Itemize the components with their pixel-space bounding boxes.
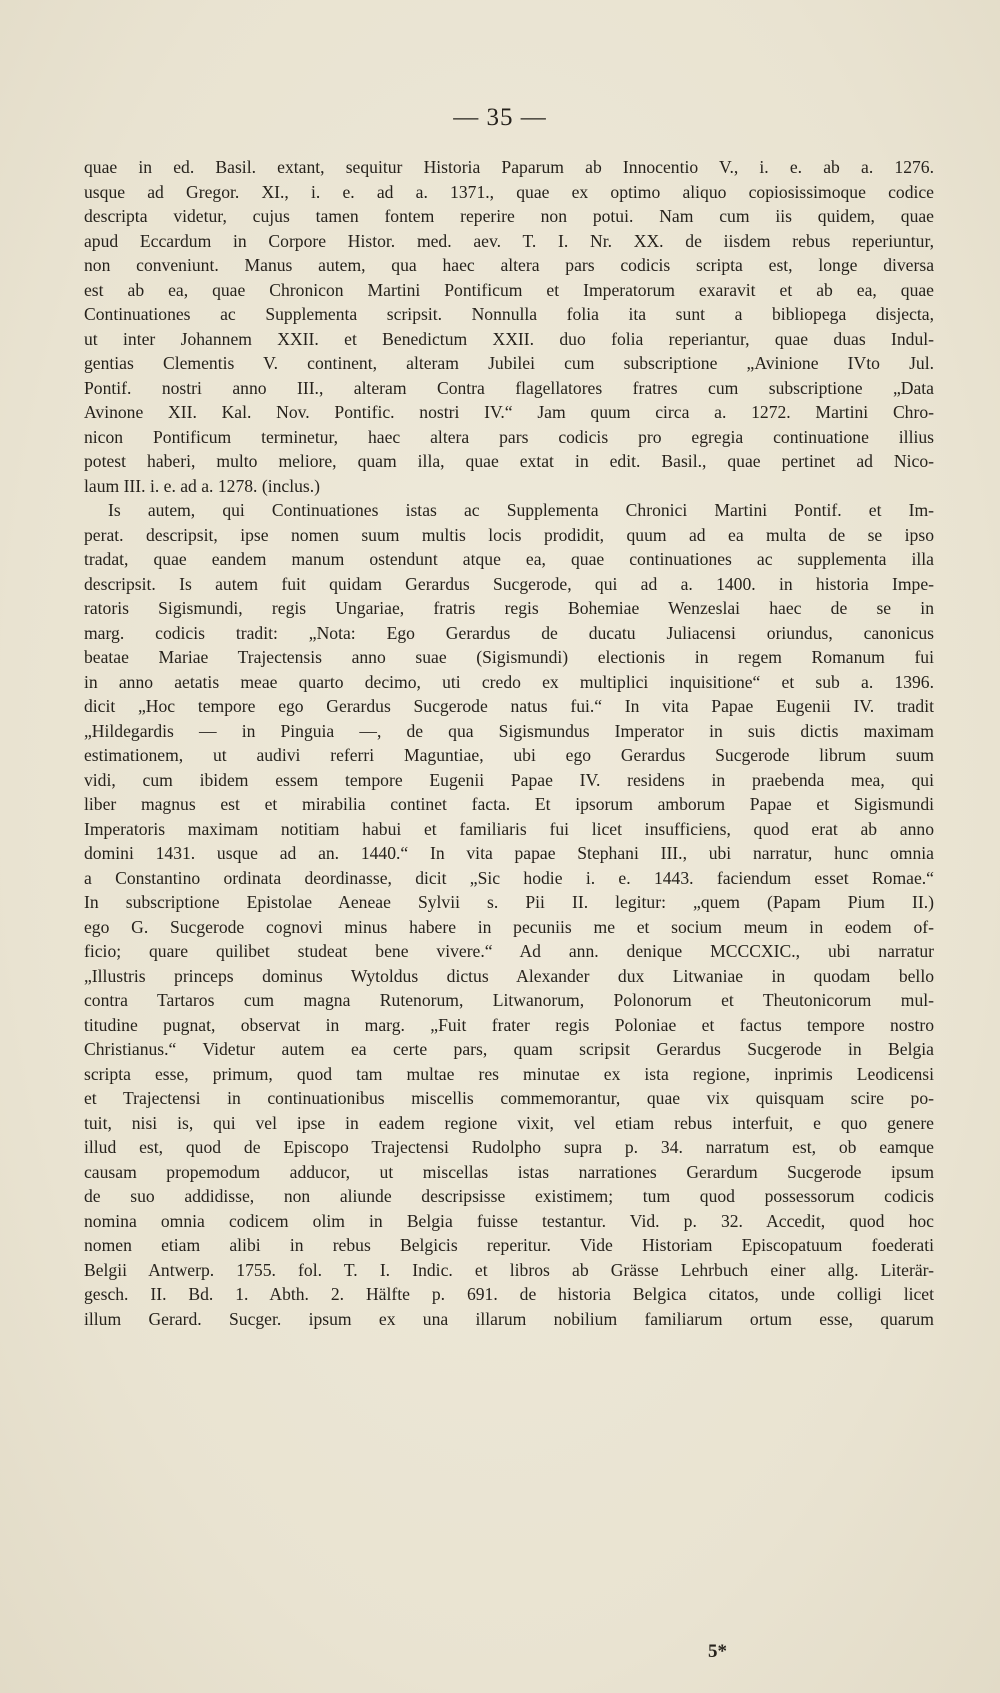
- text-line-31: In subscriptione Epistolae Aeneae Sylvii s. Pii II. legitur: „quem (Papam Pium II.): [84, 892, 934, 912]
- text-line-9: gentias Clementis V. continent, alteram Jubilei cum subscriptione „Avinione IVto Jul.: [84, 353, 934, 373]
- text-line-12: nicon Pontificum terminetur, haec altera pars codicis pro egregia continuatione illius: [84, 426, 934, 447]
- text-line-15: Is autem, qui Continuationes istas ac Supplementa Chronici Martini Pontif. et Im-: [108, 500, 934, 520]
- text-line-14: laum III. i. e. ad a. 1278. (inclus.): [84, 475, 320, 496]
- text-line-29: domini 1431. usque ad an. 1440.“ In vita papae Stephani III., ubi narratur, hunc omnia: [84, 843, 934, 863]
- text-line-47: gesch. II. Bd. 1. Abth. 2. Hälfte p. 691. de historia Belgica citatos, unde colligi licet: [84, 1284, 934, 1304]
- text-line-39: et Trajectensi in continuationibus miscellis commemorantur, quae vix quisquam scire po-: [84, 1088, 934, 1108]
- text-line-26: vidi, cum ibidem essem tempore Eugenii Papae IV. residens in praebenda mea, qui: [84, 769, 934, 790]
- text-line-16: perat. descripsit, ipse nomen suum multis locis prodidit, quum ad ea multa de se ipso: [84, 524, 934, 545]
- text-line-28: Imperatoris maximam notitiam habui et familiaris fui licet insufficiens, quod erat ab anno: [84, 818, 934, 839]
- text-line-35: contra Tartaros cum magna Rutenorum, Litwanorum, Polonorum et Theutonicorum mul-: [84, 990, 934, 1010]
- text-line-37: Christianus.“ Videtur autem ea certe pars, quam scripsit Gerardus Sucgerode in Belgia: [84, 1039, 934, 1059]
- text-line-13: potest haberi, multo meliore, quam illa, quae extat in edit. Basil., quae pertinet ad Nico-: [84, 451, 934, 471]
- text-line-8: ut inter Johannem XXII. et Benedictum XXII. duo folia reperiantur, quae duas Indul-: [84, 328, 934, 349]
- text-line-24: „Hildegardis — in Pinguia —, de qua Sigismundus Imperator in suis dictis maximam: [84, 720, 934, 741]
- text-line-41: illud est, quod de Episcopo Trajectensi Rudolpho supra p. 34. narratum est, ob eamque: [84, 1137, 934, 1157]
- text-line-1: quae in ed. Basil. extant, sequitur Historia Paparum ab Innocentio V., i. e. ab a. 1276.: [84, 157, 934, 177]
- text-line-6: est ab ea, quae Chronicon Martini Pontificum et Imperatorum exaravit et ab ea, quae: [84, 279, 934, 300]
- signature-mark: 5*: [708, 1641, 727, 1662]
- text-line-36: titudine pugnat, observat in marg. „Fuit frater regis Poloniae et factus tempore nostro: [84, 1014, 934, 1035]
- text-line-30: a Constantino ordinata deordinasse, dicit „Sic hodie i. e. 1443. faciendum esset Romae.“: [84, 867, 934, 888]
- text-line-3: descripta videtur, cujus tamen fontem reperire non potui. Nam cum iis quidem, quae: [84, 206, 934, 226]
- text-line-45: nomen etiam alibi in rebus Belgicis reperitur. Vide Historiam Episcopatuum foederati: [84, 1235, 934, 1255]
- text-line-44: nomina omnia codicem olim in Belgia fuisse testantur. Vid. p. 32. Accedit, quod hoc: [84, 1210, 934, 1231]
- text-line-11: Avinone XII. Kal. Nov. Pontific. nostri IV.“ Jam quum circa a. 1272. Martini Chro-: [84, 402, 934, 422]
- text-line-4: apud Eccardum in Corpore Histor. med. aev. T. I. Nr. XX. de iisdem rebus reperiuntur,: [84, 230, 934, 251]
- text-line-40: tuit, nisi is, qui vel ipse in eadem regione vixit, vel etiam rebus interfuit, e quo genere: [84, 1112, 934, 1133]
- text-line-32: ego G. Sucgerode cognovi minus habere in pecuniis me et socium meum in eodem of-: [84, 916, 934, 937]
- text-line-34: „Illustris princeps dominus Wytoldus dictus Alexander dux Litwaniae in quodam bello: [84, 965, 934, 986]
- text-line-46: Belgii Antwerp. 1755. fol. T. I. Indic. et libros ab Grässe Lehrbuch einer allg. Literär-: [84, 1259, 934, 1280]
- text-line-17: tradat, quae eandem manum ostendunt atque ea, quae continuationes ac supplementa illa: [84, 549, 934, 569]
- text-line-33: ficio; quare quilibet studeat bene vivere.“ Ad ann. denique MCCCXIC., ubi narratur: [84, 941, 934, 961]
- text-line-7: Continuationes ac Supplementa scripsit. Nonnulla folia ita sunt a bibliopega disjecta,: [84, 304, 934, 324]
- text-line-20: marg. codicis tradit: „Nota: Ego Gerardus de ducatu Juliacensi oriundus, canonicus: [84, 622, 934, 643]
- text-line-2: usque ad Gregor. XI., i. e. ad a. 1371., quae ex optimo aliquo copiosissimoque codice: [84, 181, 934, 202]
- text-line-25: estimationem, ut audivi referri Maguntiae, ubi ego Gerardus Sucgerode librum suum: [84, 745, 934, 765]
- text-line-27: liber magnus est et mirabilia continet facta. Et ipsorum amborum Papae et Sigismundi: [84, 794, 934, 814]
- text-line-38: scripta esse, primum, quod tam multae res minutae ex ista regione, inprimis Leodicensi: [84, 1063, 934, 1084]
- text-line-43: de suo addidisse, non aliunde descripsisse existimem; tum quod possessorum codicis: [84, 1186, 934, 1206]
- text-line-22: in anno aetatis meae quarto decimo, uti credo ex multiplici inquisitione“ et sub a. 1396.: [84, 671, 934, 692]
- text-line-42: causam propemodum adducor, ut miscellas istas narrationes Gerardum Sucgerode ipsum: [84, 1161, 934, 1182]
- text-line-10: Pontif. nostri anno III., alteram Contra flagellatores fratres cum subscriptione „Data: [84, 377, 934, 398]
- text-line-5: non conveniunt. Manus autem, qua haec altera pars codicis scripta est, longe diversa: [84, 255, 934, 275]
- body-text: [84, 155, 934, 1331]
- text-line-19: ratoris Sigismundi, regis Ungariae, fratris regis Bohemiae Wenzeslai haec de se in: [84, 598, 934, 618]
- text-line-23: dicit „Hoc tempore ego Gerardus Sucgerode natus fui.“ In vita Papae Eugenii IV. tradit: [84, 696, 934, 716]
- text-line-18: descripsit. Is autem fuit quidam Gerardus Sucgerode, qui ad a. 1400. in historia Impe-: [84, 573, 934, 594]
- text-line-21: beatae Mariae Trajectensis anno suae (Sigismundi) electionis in regem Romanum fui: [84, 647, 934, 667]
- text-line-48: illum Gerard. Sucger. ipsum ex una illarum nobilium familiarum ortum esse, quarum: [84, 1308, 934, 1329]
- page-number: — 35 —: [453, 104, 547, 131]
